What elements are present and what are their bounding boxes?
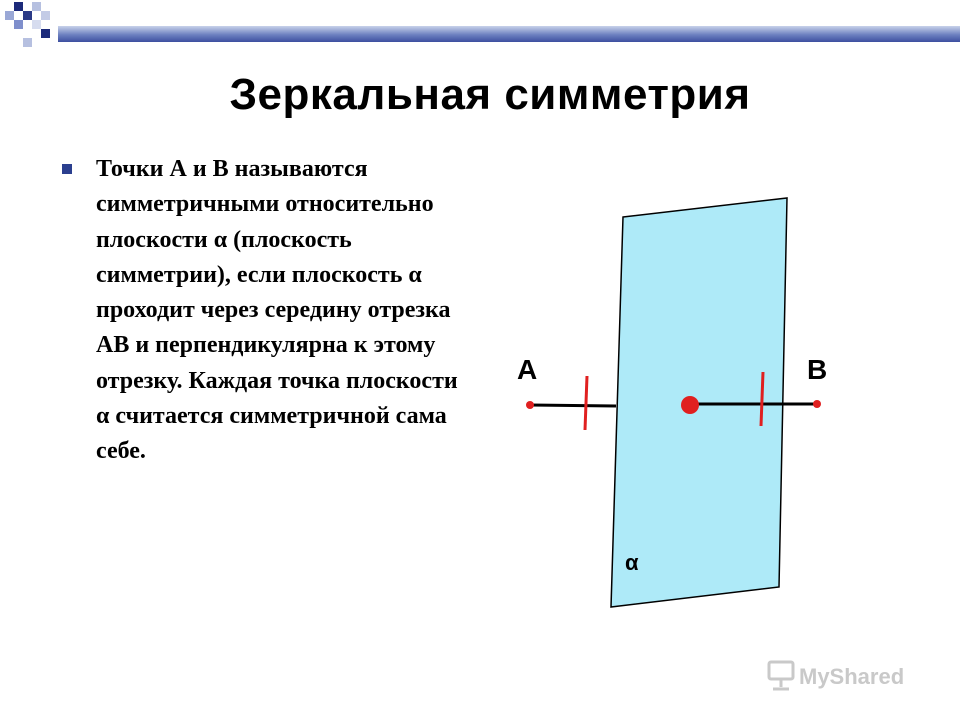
tick-mark-left [585, 376, 587, 430]
segment-left [530, 405, 616, 406]
bullet-text: Точки А и В называются симметричными относительно плоскости α (плоскость симметрии), если плоскость α проходит через середину отрезка АВ и перпендикулярна к этому отрезку. Каждая точка плоскости α считается симметричной сама себе. [96, 156, 458, 465]
header-square [14, 2, 23, 11]
header-square [23, 2, 32, 11]
header-square [32, 2, 41, 11]
point-a-label: А [517, 354, 538, 385]
point-b-label: В [807, 354, 828, 385]
midpoint-dot [681, 396, 699, 414]
point-b-dot [813, 400, 821, 408]
bullet-square-icon [62, 164, 72, 174]
header-square [23, 38, 32, 47]
header-square [23, 11, 32, 20]
presentation-screen-icon [769, 662, 793, 689]
header-square [14, 20, 23, 29]
plane-label: α [625, 550, 639, 575]
tick-mark-right [761, 372, 763, 426]
symmetry-diagram [490, 180, 860, 620]
header-square [41, 11, 50, 20]
watermark-text: MyShared [799, 664, 905, 689]
bullet-list [62, 152, 462, 470]
header-bar [58, 26, 960, 42]
watermark [766, 656, 936, 696]
header-square [32, 20, 41, 29]
slide-title: Зеркальная симметрия [229, 70, 751, 119]
header-square [41, 29, 50, 38]
point-a-dot [526, 401, 534, 409]
header-square [5, 11, 14, 20]
